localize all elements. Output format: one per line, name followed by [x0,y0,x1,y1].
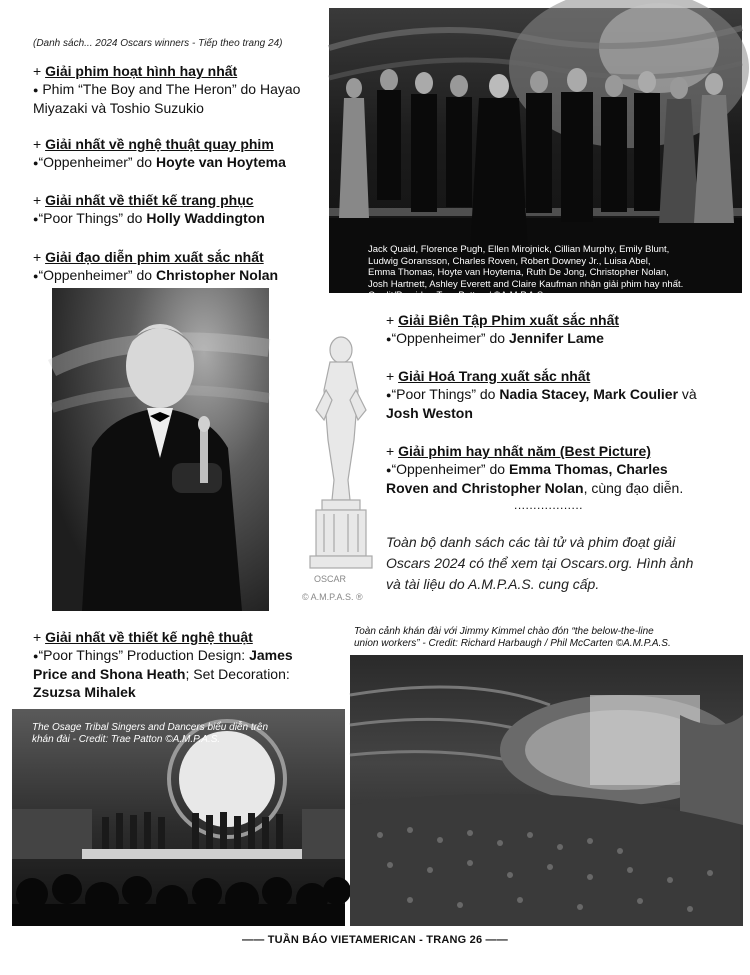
section-director-title: Giải đạo diễn phim xuất sắc nhất [45,249,264,265]
arena-caption: Toàn cảnh khán đài với Jimmy Kimmel chào đón “the below-the-line union workers” - Credit: Richard Harbaugh / Phil McCarten ©A.M.P.A.S. [354,626,671,649]
section-director: + Giải đạo diễn phim xuất sắc nhất ●“Oppenheimer” do Christopher Nolan [33,249,279,283]
section-best-picture-title: Giải phim hay nhất năm (Best Picture) [398,443,651,459]
section-cinematography: + Giải nhất về nghệ thuật quay phim ●“Oppenheimer” do Hoyte van Hoytema [33,136,286,170]
statue-credit: © A.M.P.A.S. ® [302,592,363,602]
section-best-picture: + Giải phim hay nhất năm (Best Picture) ●“Oppenheimer” do Emma Thomas, Charles Roven and Christopher Nolan, cùng đạo diễn. [386,443,684,496]
singers-caption: The Osage Tribal Singers and Dancers biểu diễn trên khán đài - Credit: Trae Patton ©A.M.P.A.S. [32,722,269,745]
section-editing: + Giải Biên Tập Phim xuất sắc nhất ●“Oppenheimer” do Jennifer Lame [386,312,620,346]
continuation-note: (Danh sách... 2024 Oscars winners - Tiếp theo trang 24) [33,38,283,49]
section-editing-title: Giải Biên Tập Phim xuất sắc nhất [398,312,620,328]
nolan-photo [52,288,269,611]
page-footer: —— TUẦN BÁO VIETAMERICAN - TRANG 26 —— [242,934,508,946]
section-costume: + Giải nhất về thiết kế trang phục ●“Poor Things” do Holly Waddington [33,192,265,226]
top-photo-caption: Jack Quaid, Florence Pugh, Ellen Mirojnick, Cillian Murphy, Emily Blunt, Ludwig Goransson, Charles Roven, Robert Downey Jr., Luisa Abel, Emma Thomas, Hoyte van Hoytema, Ruth De Jong, Christopher Nolan, Josh Hartnett, Ashley Everett and Claire Kaufman nhận giải phim hay nhất. Credit/Provider: Trae Patton / ©A.M.P.A.S. [368,244,684,301]
singers-photo [12,709,345,926]
section-costume-title: Giải nhất về thiết kế trang phục [45,192,254,208]
section-production-design: + Giải nhất về thiết kế nghệ thuật ●“Poor Things” Production Design: James Price and Shona Heath; Set Decoration: Zsuzsa Mihalek [33,629,293,700]
summary-text: Toàn bộ danh sách các tài tử và phim đoạt giải Oscars 2024 có thể xem tại Oscars.org. Hình ảnh và tài liệu do A.M.P.A.S. cung cấp. [386,534,694,592]
arena-photo [350,655,743,926]
section-cinematography-title: Giải nhất về nghệ thuật quay phim [45,136,274,152]
section-makeup-title: Giải Hoá Trang xuất sắc nhất [398,368,591,384]
statue-label: OSCAR [314,574,347,584]
separator-dots: .................. [514,498,584,512]
section-animated: + Giải phim hoạt hình hay nhất ● Phim “The Boy and The Heron” do Hayao Miyazaki và Toshio Suzukio [33,63,301,116]
section-animated-title: Giải phim hoạt hình hay nhất [45,63,238,79]
section-production-design-title: Giải nhất về thiết kế nghệ thuật [45,629,253,645]
best-picture-photo [329,8,742,301]
section-makeup: + Giải Hoá Trang xuất sắc nhất ●“Poor Things” do Nadia Stacey, Mark Coulier và Josh Weston [386,368,697,421]
oscar-statue-graphic [296,330,386,610]
